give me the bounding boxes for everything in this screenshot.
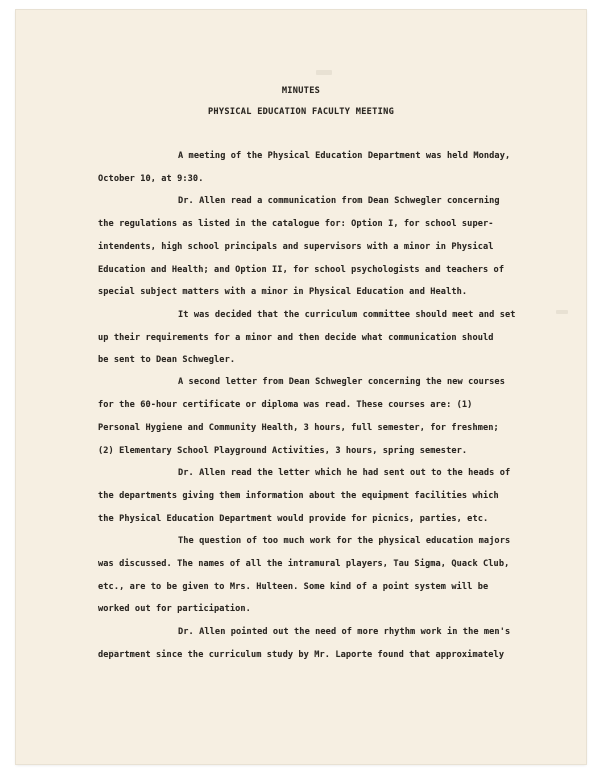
text-line: Education and Health; and Option II, for school psychologists and teachers of — [98, 265, 505, 275]
text-line: intendents, high school principals and supervisors with a minor in Physical — [98, 242, 494, 252]
text-line: the regulations as listed in the catalogue for: Option I, for school super- — [98, 219, 494, 229]
text-line: be sent to Dean Schwegler. — [98, 355, 236, 365]
document-title: MINUTES — [281, 86, 321, 96]
text-line: for the 60-hour certificate or diploma was read. These courses are: (1) — [98, 400, 473, 410]
text-line: was discussed. The names of all the intramural players, Tau Sigma, Quack Club, — [98, 559, 510, 569]
text-line: Dr. Allen pointed out the need of more rhythm work in the men's — [178, 627, 511, 637]
text-line: up their requirements for a minor and then decide what communication should — [98, 333, 494, 343]
text-line: A meeting of the Physical Education Department was held Monday, — [178, 151, 511, 161]
document-page — [16, 10, 586, 764]
text-line: Dr. Allen read a communication from Dean Schwegler concerning — [178, 196, 500, 206]
text-line: It was decided that the curriculum committee should meet and set — [178, 310, 516, 320]
text-line: the Physical Education Department would provide for picnics, parties, etc. — [98, 514, 489, 524]
document-subtitle: PHYSICAL EDUCATION FACULTY MEETING — [207, 107, 395, 117]
text-line: worked out for participation. — [98, 604, 251, 614]
text-line: Personal Hygiene and Community Health, 3 hours, full semester, for freshmen; — [98, 423, 499, 433]
minutes-document — [16, 10, 586, 764]
text-line: etc., are to be given to Mrs. Hulteen. Some kind of a point system will be — [98, 582, 489, 592]
text-line: The question of too much work for the physical education majors — [178, 536, 511, 546]
text-line: department since the curriculum study by Mr. Laporte found that approximately — [98, 650, 505, 660]
text-line: special subject matters with a minor in Physical Education and Health. — [98, 287, 468, 297]
text-line: (2) Elementary School Playground Activities, 3 hours, spring semester. — [98, 446, 468, 456]
text-line: October 10, at 9:30. — [98, 174, 204, 184]
text-line: Dr. Allen read the letter which he had sent out to the heads of — [178, 468, 511, 478]
text-line: A second letter from Dean Schwegler concerning the new courses — [178, 377, 505, 387]
text-line: the departments giving them information about the equipment facilities which — [98, 491, 499, 501]
